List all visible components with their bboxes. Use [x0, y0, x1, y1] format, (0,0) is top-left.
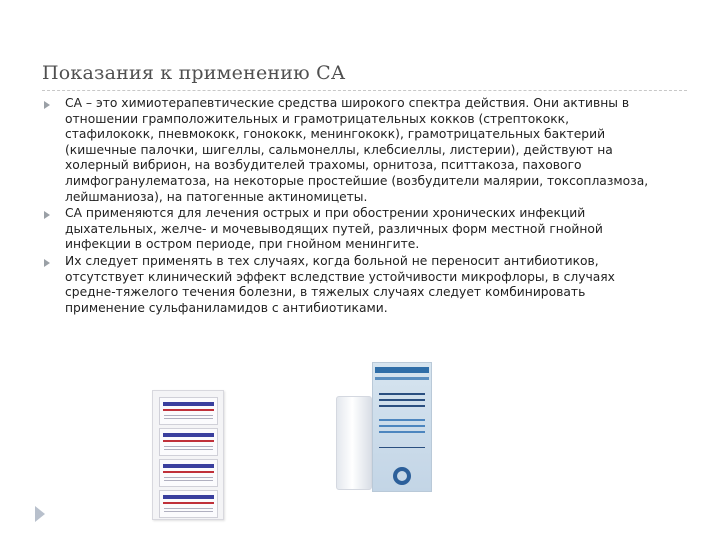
bottle-image: [336, 396, 372, 490]
logo-circle-icon: [393, 467, 411, 485]
list-item: [44, 254, 654, 316]
bullet-arrow-icon: [44, 211, 50, 219]
eye-drops-box-image: [336, 362, 430, 490]
bullet-text: СА – это химиотерапевтические средства широкого спектра действия. Они активны в отношении грамположительных и грамотрицательных кокков (стрептококк, стафилококк, пневмококк, гонококк, менингококк), грамотрицательных бактерий (кишечные палочки, шигеллы, сальмонеллы, клебсиеллы, листерии), действуют на холерный вибрион, на возбудителей трахомы, орнитоза, пситтакоза, пахового лимфогранулематоза, на некоторые простейшие (возбудители малярии, токсоплазмоза, лейшманиоза), на патогенные актиномицеты.: [65, 96, 649, 204]
bullet-list: [44, 96, 654, 317]
bullet-arrow-icon: [44, 101, 50, 109]
list-item: [44, 96, 654, 205]
bullet-arrow-icon: [44, 259, 50, 267]
slide-title: Показания к применению СА: [42, 62, 346, 84]
medicine-box-image: [372, 362, 432, 492]
title-divider: [42, 90, 687, 91]
list-item: [44, 206, 654, 253]
corner-arrow-icon: [35, 506, 45, 522]
bullet-text: Их следует применять в тех случаях, когда больной не переносит антибиотиков, отсутствует клинический эффект вследствие устойчивости микрофлоры, в случаях средне-тяжелого течения болезни, в тяжелых случаях следует комбинировать применение сульфаниламидов с антибиотиками.: [65, 253, 615, 315]
blister-pack-image: [152, 390, 224, 520]
bullet-text: СА применяются для лечения острых и при обострении хронических инфекций дыхательных, желче- и мочевыводящих путей, различных форм местной гнойной инфекции в остром периоде, при гнойном менингите.: [65, 206, 603, 252]
